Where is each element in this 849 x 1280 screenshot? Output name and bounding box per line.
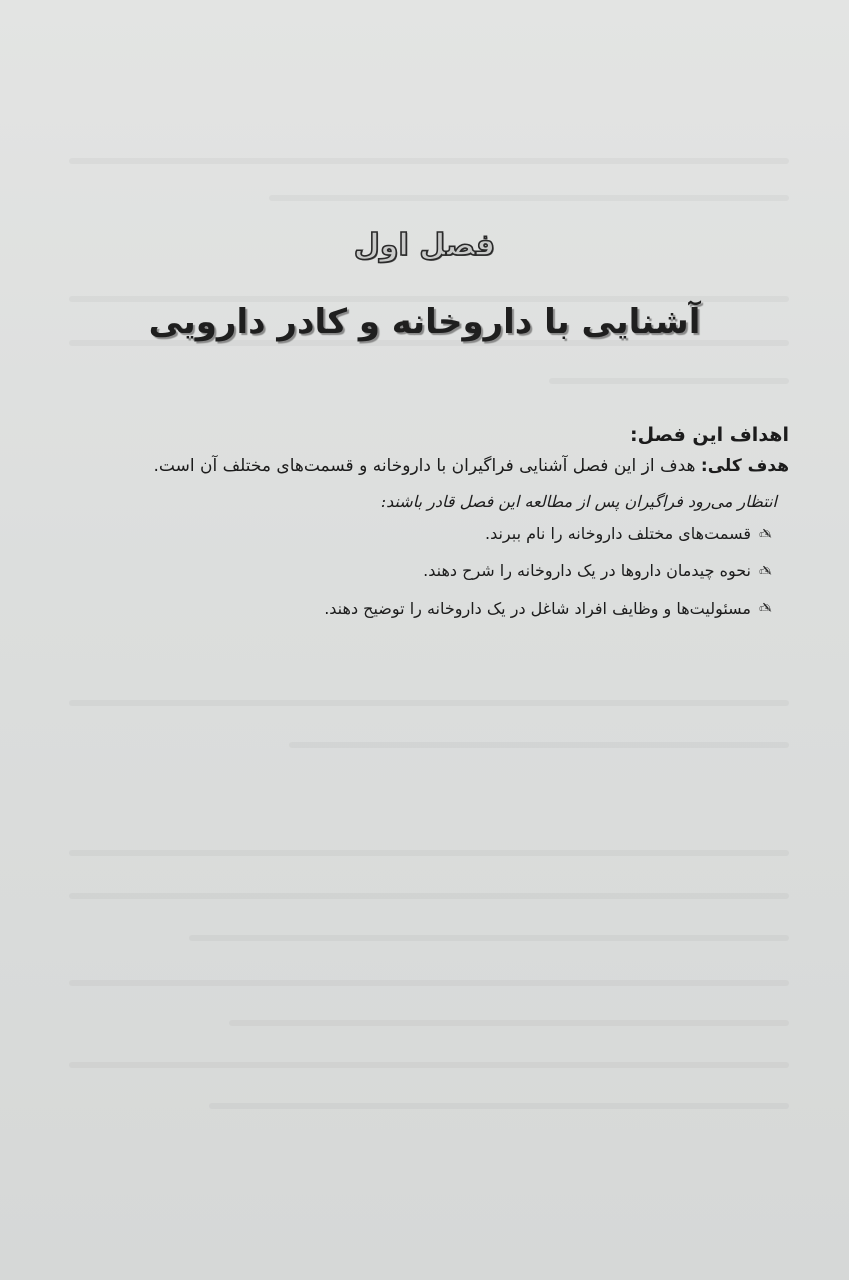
objectives-section: [60, 424, 789, 635]
list-item: [60, 560, 777, 582]
bleed-line: [209, 1103, 789, 1109]
bleed-line: [549, 378, 789, 384]
goal-list: [60, 523, 777, 620]
writing-hand-icon: ✍: [759, 562, 772, 581]
goal-item-text: مسئولیت‌ها و وظایف افراد شاغل در یک داروخانه را توضیح دهند.: [324, 598, 751, 618]
expectation-statement: انتظار می‌رود فراگیران پس از مطالعه این فصل قادر باشند:: [380, 492, 777, 511]
objectives-heading: اهداف این فصل:: [630, 424, 789, 446]
chapter-label: فصل اول: [353, 228, 496, 263]
bleed-line: [269, 195, 789, 201]
bleed-line: [69, 980, 789, 986]
goal-item-text: نحوه چیدمان داروها در یک داروخانه را شرح دهند.: [423, 561, 751, 581]
list-item: [60, 598, 777, 620]
general-goal-text: هدف از این فصل آشنایی فراگیران با داروخانه و قسمت‌های مختلف آن است.: [153, 456, 701, 476]
bleed-line: [189, 935, 789, 941]
general-goal: [60, 456, 789, 476]
writing-hand-icon: ✍: [759, 524, 772, 543]
chapter-title: آشنایی با داروخانه و کادر دارویی: [148, 302, 701, 342]
list-item: [60, 523, 777, 545]
general-goal-label: هدف کلی:: [700, 456, 789, 476]
bleed-line: [229, 1020, 789, 1026]
writing-hand-icon: ✍: [759, 599, 772, 618]
bleed-line: [69, 1062, 789, 1068]
bleed-line: [69, 158, 789, 164]
bleed-line: [69, 850, 789, 856]
bleed-line: [69, 700, 789, 706]
goal-item-text: قسمت‌های مختلف داروخانه را نام ببرند.: [484, 524, 751, 543]
bleed-line: [289, 742, 789, 748]
bleed-line: [69, 893, 789, 899]
